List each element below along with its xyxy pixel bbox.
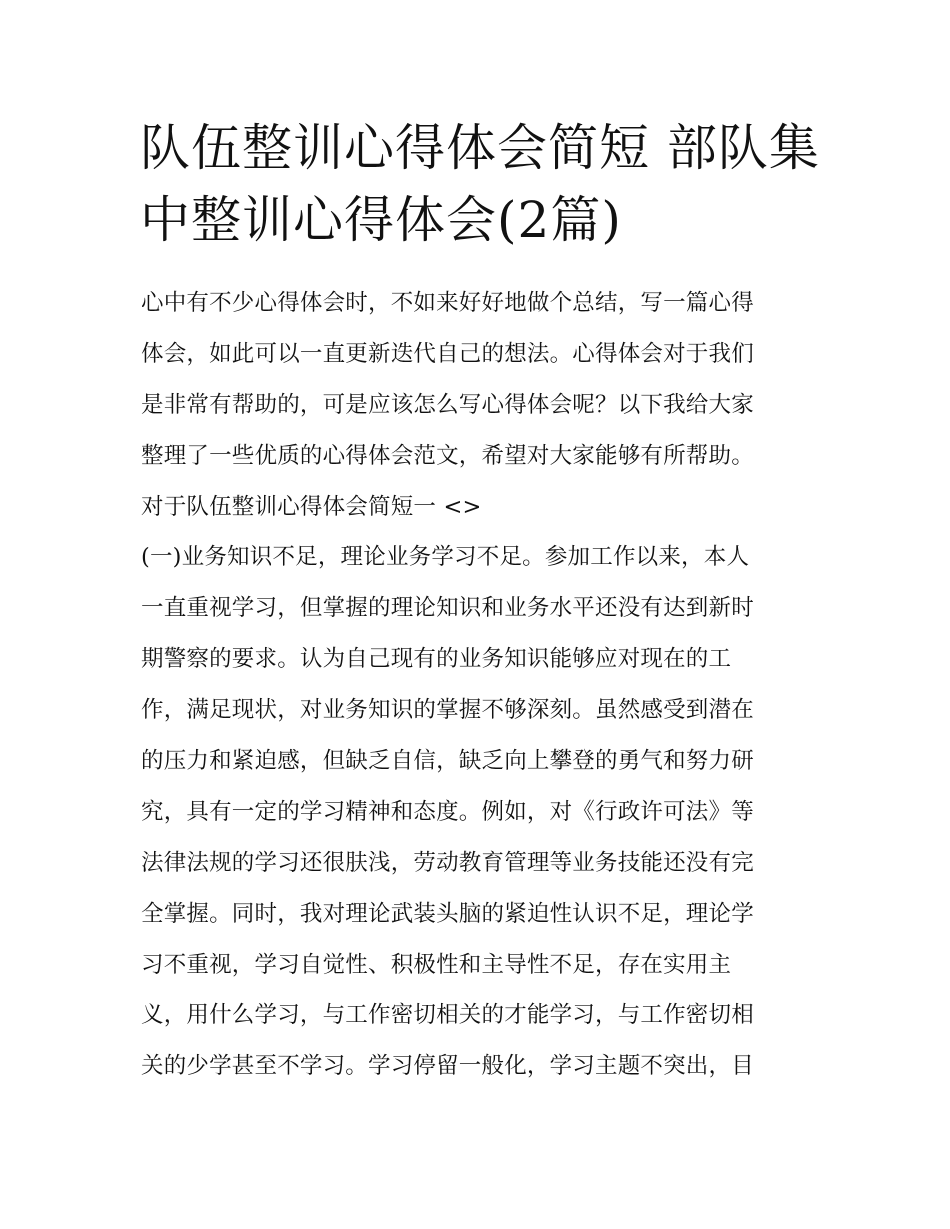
body-line: 一直重视学习，但掌握的理论知识和业务水平还没有达到新时: [141, 595, 754, 622]
body-line: 义，用什么学习，与工作密切相关的才能学习，与工作密切相: [141, 1002, 754, 1029]
body-line: 心中有不少心得体会时，不如来好好地做个总结，写一篇心得: [141, 290, 754, 316]
body-line: 整理了一些优质的心得体会范文，希望对大家能够有所帮助。: [141, 442, 754, 469]
document-body: [141, 278, 821, 1092]
body-line: (一)业务知识不足，理论业务学习不足。参加工作以来，本人: [141, 544, 750, 571]
body-line: 法律法规的学习还很肤浅，劳动教育管理等业务技能还没有完: [141, 849, 754, 876]
body-line: 关的少学甚至不学习。学习停留一般化，学习主题不突出，目: [141, 1053, 754, 1080]
body-line: 体会，如此可以一直更新迭代自己的想法。心得体会对于我们: [141, 340, 754, 367]
body-line: 的压力和紧迫感，但缺乏自信，缺乏向上攀登的勇气和努力研: [141, 748, 754, 775]
section-heading: 对于队伍整训心得体会简短一 <>: [141, 493, 482, 520]
title-line: 队伍整训心得体会简短 部队集: [140, 119, 820, 177]
document-title: [140, 112, 820, 256]
body-line: 全掌握。同时，我对理论武装头脑的紧迫性认识不足，理论学: [141, 900, 754, 927]
body-line: 作，满足现状，对业务知识的掌握不够深刻。虽然感受到潜在: [141, 697, 754, 724]
title-line: 中整训心得体会(2篇): [140, 191, 622, 249]
body-line: 究，具有一定的学习精神和态度。例如，对《行政许可法》等: [141, 798, 754, 825]
body-line: 习不重视，学习自觉性、积极性和主导性不足，存在实用主: [141, 951, 732, 978]
body-line: 期警察的要求。认为自己现有的业务知识能够应对现在的工: [141, 646, 732, 673]
body-line: 是非常有帮助的，可是应该怎么写心得体会呢？以下我给大家: [141, 391, 754, 418]
